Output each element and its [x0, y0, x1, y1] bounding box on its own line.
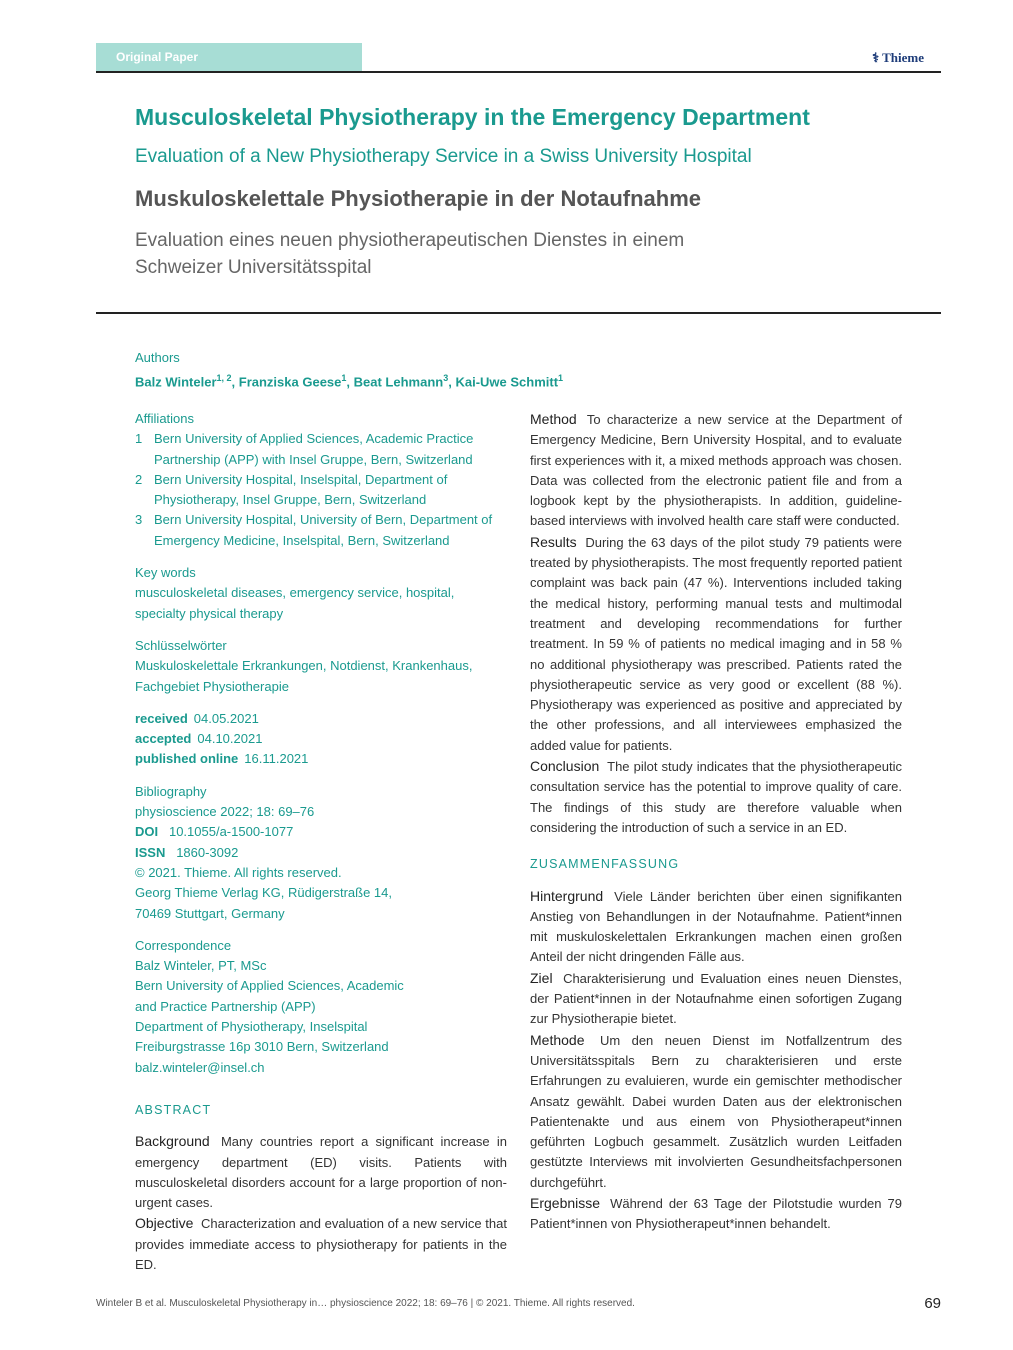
affiliations-label: Affiliations: [135, 411, 195, 426]
accepted-date: [135, 729, 507, 749]
dates-block: [135, 709, 507, 770]
accepted-label: accepted: [135, 731, 192, 747]
author-name: Franziska Geese: [238, 374, 342, 390]
keywords-block: [135, 563, 507, 624]
affiliation-item: [135, 429, 507, 470]
author-affiliation-ref: 1: [558, 373, 564, 384]
published-date: [135, 749, 507, 769]
correspondence-line: Bern University of Applied Sciences, Academic: [135, 978, 404, 994]
section-text: Viele Länder berichten über einen signifikanten Anstieg von Behandlungen in der Notaufnahme. Patient*innen mit muskuloskelettalen Erkrankungen machen einen großen Anteil der nicht dringenden Fälle aus.: [530, 888, 902, 965]
abstract-heading: ABSTRACT: [135, 1102, 212, 1117]
section-lead: Methode: [530, 1031, 585, 1048]
left-column: [135, 409, 507, 1275]
author-name: Kai-Uwe Schmitt: [455, 374, 559, 390]
doi-row: [135, 822, 507, 842]
author-affiliation-ref: 1: [341, 373, 347, 384]
page-footer: Winteler B et al. Musculoskeletal Physiotherapy in… physioscience 2022; 18: 69–76 | © 2021. Thieme. All rights reserved.: [96, 1298, 635, 1309]
doi-value[interactable]: 10.1055/a-1500-1077: [168, 824, 294, 840]
authors-block: [135, 348, 735, 393]
title-english: Musculoskeletal Physiotherapy in the Emergency Department: [135, 104, 810, 130]
received-label: received: [135, 710, 188, 726]
abstract-method: [530, 409, 902, 532]
bibliography-block: [135, 782, 507, 924]
section-text: The pilot study indicates that the physiotherapeutic consultation service has the potential to improve quality of care. The findings of this study are therefore valuable when considering the introduction of such a service in an ED.: [530, 759, 902, 835]
affiliation-item: [135, 510, 507, 551]
affiliation-number: 3: [135, 512, 143, 528]
affiliations-list: [135, 429, 507, 551]
affiliation-text: Bern University of Applied Sciences, Academic Practice Partnership (APP) with Insel Gruppe, Bern, Switzerland: [154, 431, 474, 467]
section-text: Um den neuen Dienst im Notfallzentrum des Universitätsspitals Bern zu charakterisieren und erste Erfahrungen zu evaluieren, wurde ein gemischter methodischer Ansatz gewählt. Dabei wurden Daten aus der elektronischen Patientenakte und aus einem von Physiotherapeut*innen geführten Logbuch gesammelt. Zusätzlich wurden Leitfaden gestützte Interviews mit involvierten Gesundheitsfachpersonen durchgeführt.: [530, 1032, 902, 1190]
section-lead: Hintergrund: [530, 887, 604, 904]
doi-label: DOI: [135, 824, 159, 840]
schluesselwoerter-block: [135, 636, 507, 697]
issn-row: [135, 843, 507, 863]
affiliations-block: [135, 409, 507, 551]
author-affiliation-ref: 3: [443, 373, 449, 384]
right-column: [530, 409, 902, 1235]
received-value: 04.05.2021: [193, 710, 259, 726]
section-text: Während der 63 Tage der Pilotstudie wurden 79 Patient*innen von Physiotherapeut*innen behandelt.: [530, 1195, 902, 1232]
zusammenfassung-ergebnisse: [530, 1193, 902, 1235]
publisher-name: Thieme: [882, 50, 924, 65]
section-text: To characterize a new service at the Department of Emergency Medicine, Bern University Hospital, and to evaluate first experiences with it, a mixed methods approach was chosen. Data was collected from the electronic patient file and from a logbook kept by the physiotherapists. In addition, guideline-based interviews with involved health care staff were conducted.: [530, 412, 902, 529]
keywords-label: Key words: [135, 565, 196, 581]
issn-value: 1860-3092: [176, 844, 239, 860]
zusammenfassung-hintergrund: [530, 886, 902, 968]
received-date: [135, 709, 507, 729]
thieme-logo-icon: ⚕: [872, 50, 880, 65]
abstract-conclusion: [530, 756, 902, 838]
correspondence-label: Correspondence: [135, 937, 232, 953]
section-text: Many countries report a significant increase in emergency department (ED) visits. Patients with musculoskeletal disorders account for a large proportion of non-urgent cases.: [135, 1134, 507, 1211]
title-german: Muskuloskelettale Physiotherapie in der Notaufnahme: [135, 186, 702, 211]
author-name: Balz Winteler: [135, 374, 217, 390]
title-divider: [96, 312, 941, 314]
section-text: During the 63 days of the pilot study 79 patients were treated by physiotherapists. The most frequently reported patient complaint was back pain (47 %). Interventions included taking the medical history, performing manual tests and multimodal treatment and developing recommendations for further treatment. In 59 % of patients no medical imaging and in 58 % no additional physiotherapy was prescribed. Patients rated the physiotherapeutic service as very good or excellent (88 %). Physiotherapy was experienced as positive and appreciated by the other professions, and all interviewees emphasized the added value for patients.: [530, 534, 902, 753]
correspondence-block: [135, 936, 507, 1078]
bibliography-label: Bibliography: [135, 783, 207, 799]
zusammenfassung-ziel: [530, 968, 902, 1030]
publisher-logo: [872, 50, 924, 66]
abstract-results: [530, 532, 902, 756]
section-lead: Method: [530, 411, 577, 427]
correspondence-line: Department of Physiotherapy, Inselspital: [135, 1019, 368, 1035]
page-number: 69: [924, 1295, 941, 1312]
publisher-address: Georg Thieme Verlag KG, Rüdigerstraße 14,: [135, 885, 392, 901]
correspondence-line: Freiburgstrasse 16p 3010 Bern, Switzerland: [135, 1039, 389, 1055]
zusammenfassung-heading: ZUSAMMENFASSUNG: [530, 857, 680, 872]
accepted-value: 04.10.2021: [197, 731, 263, 747]
schluesselwoerter-line: Fachgebiet Physiotherapie: [135, 678, 289, 694]
subtitle-english: Evaluation of a New Physiotherapy Service in a Swiss University Hospital: [135, 146, 752, 167]
section-text: Characterization and evaluation of a new service that provides immediate access to physiotherapy for patients in the ED.: [135, 1216, 507, 1272]
article-type-label: Original Paper: [116, 50, 199, 64]
section-lead: Ziel: [530, 969, 553, 986]
author-affiliation-ref: 1, 2: [216, 373, 232, 384]
correspondence-email[interactable]: balz.winteler@insel.ch: [135, 1059, 265, 1075]
published-value: 16.11.2021: [244, 751, 309, 767]
schluesselwoerter-label: Schlüsselwörter: [135, 637, 227, 653]
authors-label: Authors: [135, 350, 180, 365]
zusammenfassung-methode: [530, 1030, 902, 1193]
section-lead: Objective: [135, 1215, 194, 1232]
copyright-notice: © 2021. Thieme. All rights reserved.: [135, 864, 342, 880]
top-divider: [96, 71, 941, 73]
subtitle-german: [135, 227, 785, 281]
schluesselwoerter-line: Muskuloskelettale Erkrankungen, Notdienst, Krankenhaus,: [135, 658, 473, 674]
section-lead: Ergebnisse: [530, 1194, 601, 1211]
keywords-line: specialty physical therapy: [135, 605, 284, 621]
abstract-objective: [135, 1213, 507, 1275]
section-lead: Results: [530, 533, 577, 550]
section-lead: Conclusion: [530, 758, 600, 775]
affiliation-number: 2: [135, 471, 143, 487]
affiliation-item: [135, 470, 507, 511]
published-label: published online: [135, 751, 239, 767]
affiliation-text: Bern University Hospital, University of Bern, Department of Emergency Medicine, Inselspital, Bern, Switzerland: [154, 512, 493, 548]
section-text: Charakterisierung und Evaluation eines neuen Dienstes, der Patient*innen in der Notaufnahme einen sofortigen Zugang zur Physiotherapie bietet.: [530, 970, 902, 1027]
abstract-background: [135, 1131, 507, 1213]
subtitle-german-line-2: Schweizer Universitätsspital: [135, 257, 372, 278]
citation: physioscience 2022; 18: 69–76: [135, 804, 315, 820]
correspondence-line: Balz Winteler, PT, MSc: [135, 958, 267, 974]
author-name: Beat Lehmann: [353, 374, 444, 390]
publisher-address: 70469 Stuttgart, Germany: [135, 905, 285, 921]
keywords-line: musculoskeletal diseases, emergency service, hospital,: [135, 585, 455, 601]
correspondence-line: and Practice Partnership (APP): [135, 998, 316, 1014]
affiliation-text: Bern University Hospital, Inselspital, Department of Physiotherapy, Insel Gruppe, Bern, Switzerland: [154, 471, 448, 508]
affiliation-number: 1: [135, 431, 143, 447]
article-type-tag: [96, 43, 362, 71]
section-lead: Background: [135, 1133, 210, 1150]
subtitle-german-line-1: Evaluation eines neuen physiotherapeutischen Dienstes in einem: [135, 230, 685, 251]
authors-list: Balz Winteler$^{1, 2}$, Franziska Geese$^1$, Beat Lehmann$^3$, Kai-Uwe Schmitt$^1$: [135, 373, 564, 390]
issn-label: ISSN: [135, 844, 166, 860]
